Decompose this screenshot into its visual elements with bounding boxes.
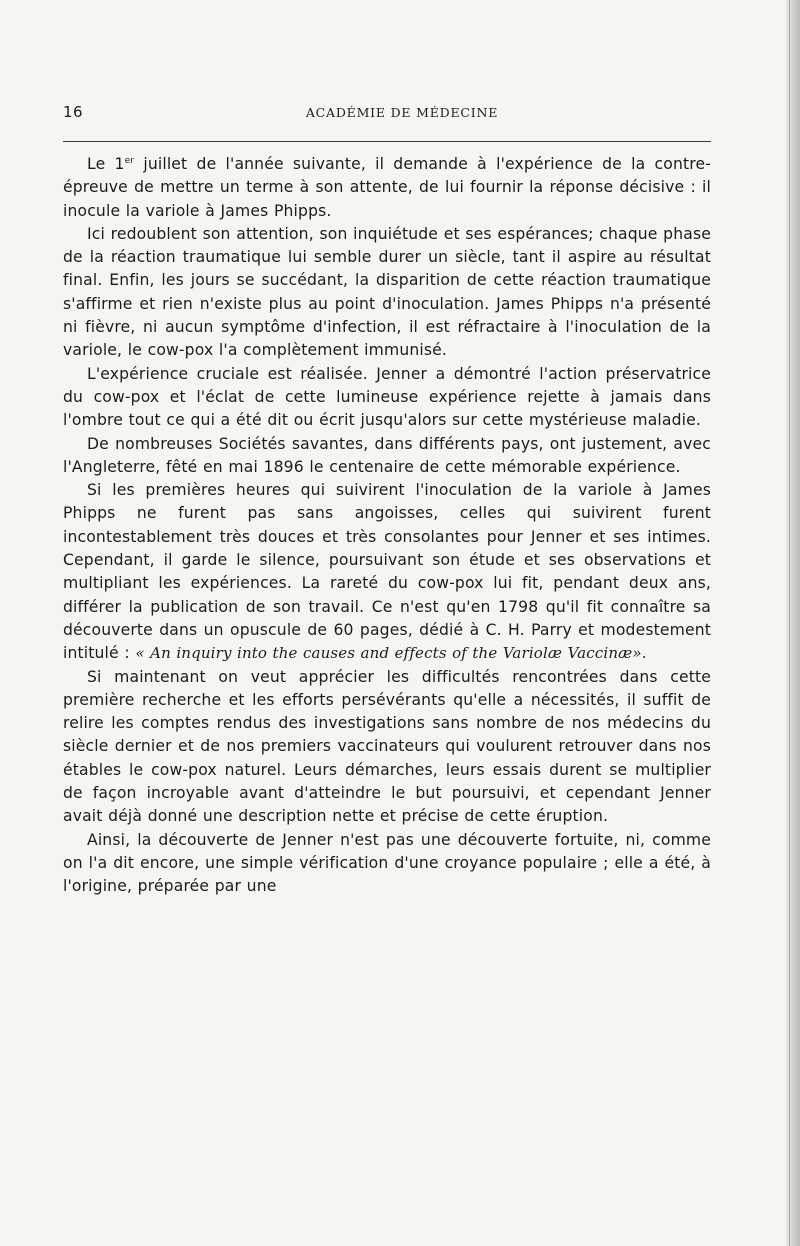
paragraph-1 bbox=[63, 153, 711, 223]
page-binding-edge bbox=[786, 0, 800, 1246]
paragraph-4: De nombreuses Sociétés savantes, dans différents pays, ont justement, avec l'Angleterre, fêté en mai 1896 le centenaire de cette mémorable expérience. bbox=[63, 434, 711, 476]
paragraph-5 bbox=[63, 479, 711, 665]
ordinal-superscript: er bbox=[124, 155, 135, 166]
page-header bbox=[63, 103, 711, 123]
paragraph-3: L'expérience cruciale est réalisée. Jenner a démontré l'action préservatrice du cow-pox et l'éclat de cette lumineuse expérience rejette à jamais dans l'ombre tout ce qui a été dit ou écrit jusqu'alors sur cette mystérieuse maladie. bbox=[63, 364, 711, 430]
publication-title: « An inquiry into the causes and effects of the Variolæ Vaccinæ». bbox=[135, 644, 647, 663]
body-text bbox=[63, 153, 711, 899]
running-title: ACADÉMIE DE MÉDECINE bbox=[305, 105, 499, 120]
paragraph-1-lead: Le 1 bbox=[87, 155, 125, 173]
header-rule bbox=[63, 141, 711, 142]
paragraph-2: Ici redoublent son attention, son inquiétude et ses espérances; chaque phase de la réaction traumatique lui semble durer un siècle, tant il aspire au résultat final. Enfin, les jours se succédant, la disparition de cette réaction traumatique s'affirme et rien n'existe plus au point d'inoculation. James Phipps n'a présenté ni fièvre, ni aucun symptôme d'infection, il est réfractaire à l'inoculation de la variole, le cow-pox l'a complètement immunisé. bbox=[63, 224, 711, 360]
page-number: 16 bbox=[63, 103, 84, 121]
paragraph-6: Si maintenant on veut apprécier les difficultés rencontrées dans cette première recherche et les efforts persévérants qu'elle a nécessités, il suffit de relire les comptes rendus des investigations sans nombre de nos médecins du siècle dernier et de nos premiers vaccinateurs qui voulurent retrouver dans nos étables le cow-pox naturel. Leurs démarches, leurs essais durent se multiplier de façon incroyable avant d'atteindre le but poursuivi, et cependant Jenner avait déjà donné une description nette et précise de cette éruption. bbox=[63, 667, 711, 826]
paragraph-1-text: juillet de l'année suivante, il demande à l'expérience de la contre-épreuve de mettre un terme à son attente, de lui fournir la réponse décisive : il inocule la variole à James Phipps. bbox=[63, 155, 711, 220]
paragraph-7: Ainsi, la découverte de Jenner n'est pas une découverte fortuite, ni, comme on l'a dit encore, une simple vérification d'une croyance populaire ; elle a été, à l'origine, préparée par une bbox=[63, 830, 711, 896]
paragraph-5-text: Si les premières heures qui suivirent l'inoculation de la variole à James Phipps ne furent pas sans angoisses, celles qui suivirent furent incontestablement très douces et très consolantes pour Jenner et ses intimes. Cependant, il garde le silence, poursuivant son étude et ses observations et multipliant les expériences. La rareté du cow-pox lui fit, pendant deux ans, différer la publication de son travail. Ce n'est qu'en 1798 qu'il fit connaître sa découverte dans un opuscule de 60 pages, dédié à C. H. Parry et modestement intitulé : bbox=[63, 481, 711, 663]
